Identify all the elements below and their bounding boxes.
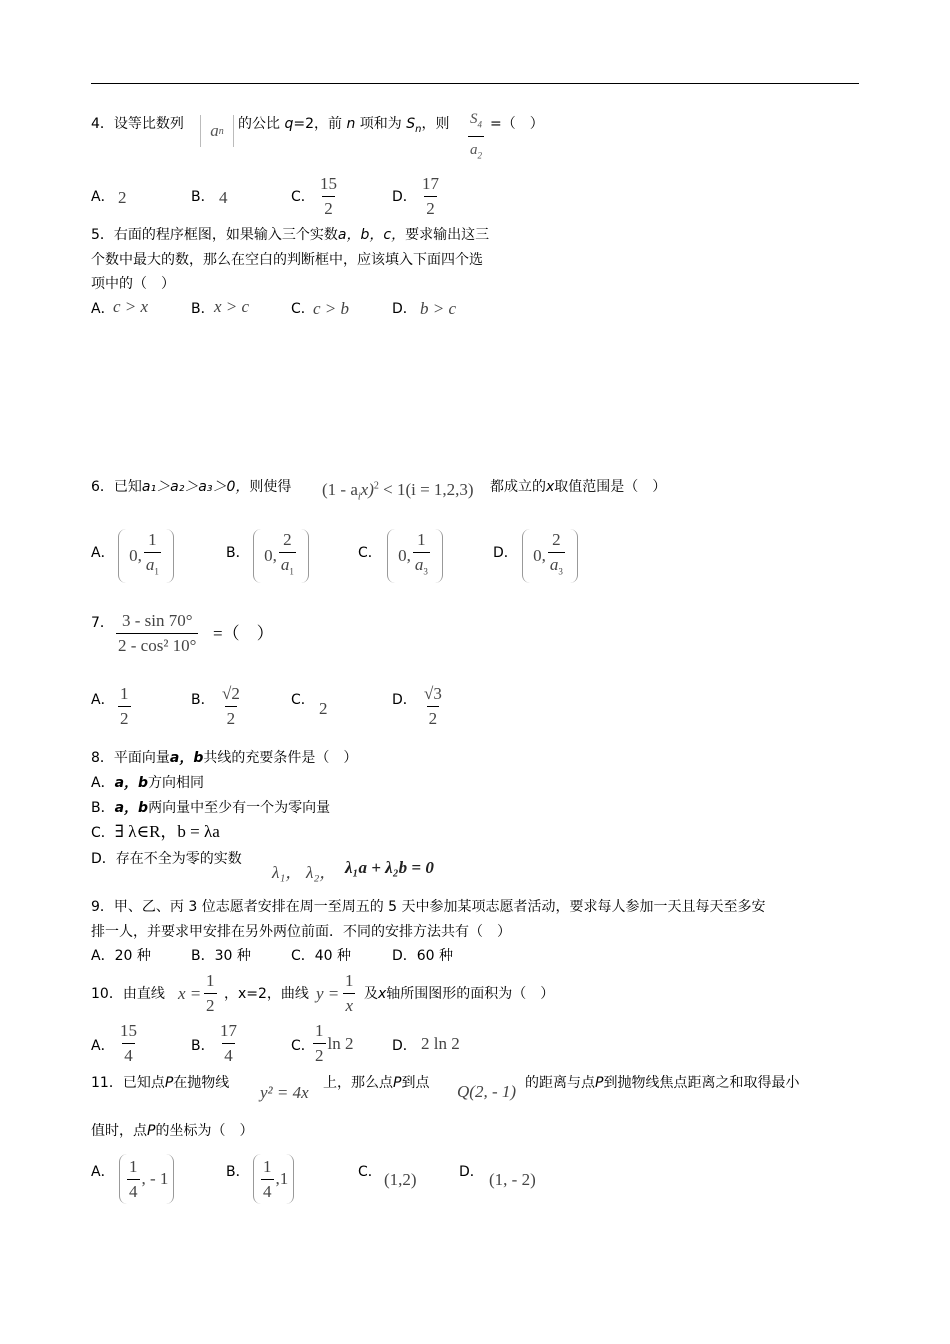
q10-stem-tail [364, 984, 554, 1004]
q8-option-a-label: A． [91, 775, 115, 791]
q10-b-den: 4 [222, 1043, 235, 1066]
q11-P3: P [595, 1075, 604, 1091]
question-7-label: 7． [91, 615, 114, 631]
q11-P4: P [147, 1123, 156, 1139]
q10-c-tail: ln 2 [327, 1033, 354, 1053]
q5-option-a-label: A． [91, 301, 115, 317]
q4-option-c-label: C． [291, 189, 315, 205]
q7-b-num: √2 [222, 684, 240, 703]
q10-option-c-expression [311, 1021, 353, 1066]
question-5-line-3: 项中的（ ） [91, 276, 175, 292]
q6-option-c-label: C． [358, 545, 382, 561]
q5-vars: a，b，c， [337, 227, 406, 243]
q8-option-c [91, 822, 220, 843]
q11-a-den: 4 [127, 1179, 140, 1202]
q8-option-b-text: 两向量中至少有一个为零向量 [148, 800, 331, 816]
q4-stem-d: 项和为 [359, 116, 402, 132]
q7-option-b-label: B． [191, 692, 215, 708]
q4-S-sub: n [415, 123, 422, 135]
q10-option-b-label: B． [191, 1038, 215, 1054]
q6-option-c-interval [387, 529, 443, 583]
q7-option-a-fraction [116, 684, 133, 729]
q5-line1-b: 要求输出这三 [405, 227, 490, 243]
q11-b-den: 4 [261, 1179, 274, 1202]
q11-option-a-point [119, 1154, 174, 1204]
q11-line2-a: 值时，点 [91, 1123, 147, 1139]
q10-c-num: 1 [315, 1021, 324, 1040]
q6-ineq-b: x) [360, 480, 374, 499]
q10-option-c-label: C． [291, 1038, 315, 1054]
q9-option-d: D．60 种 [392, 948, 454, 964]
q10-b-num: 17 [220, 1021, 237, 1040]
q4-option-c-fraction [316, 174, 341, 219]
q4-sequence-an [200, 115, 234, 147]
q8-option-c-text: ∃ λ∈R，b = λa [114, 822, 220, 841]
q8-option-d-label: D． [91, 851, 116, 867]
question-9-line-2: 排一人，并要求甲安排在另外两位前面．不同的安排方法共有（ ） [91, 924, 511, 940]
q4-stem-e: ，则 [421, 116, 450, 132]
q7-b-den: 2 [225, 706, 238, 729]
q4-stem-b: 的公比 [238, 116, 280, 132]
header-rule [91, 83, 859, 84]
q7-d-num: √3 [424, 684, 442, 703]
q6-ineq-sub: i [357, 491, 361, 503]
q11-stem-c: 上，那么点 [323, 1075, 393, 1091]
q10-stem-d: 轴所围图形的面积为（ ） [386, 986, 555, 1002]
q10-y-eq: y = [316, 984, 340, 1003]
q6-a-zero: 0, [129, 546, 142, 565]
q11-line-2 [91, 1121, 253, 1141]
q11-option-a-label: A． [91, 1164, 115, 1180]
q7-option-c-label: C． [291, 692, 315, 708]
q11-option-d-label: D． [459, 1164, 484, 1180]
q6-stem-c: 都成立的 [490, 479, 546, 495]
q4-d-den: 2 [424, 196, 437, 219]
q5-option-c-label: C． [291, 301, 315, 317]
q7-a-den: 2 [118, 706, 131, 729]
q4-option-b-value: 4 [219, 188, 228, 207]
question-10-stem-a: 10．由直线 [91, 986, 165, 1002]
q10-option-a-fraction [116, 1021, 141, 1066]
q11-b-num: 1 [263, 1156, 272, 1176]
q10-half-num: 1 [206, 971, 215, 990]
q4-frac-den: a [470, 142, 478, 159]
q4-frac-den-sub: 2 [477, 150, 482, 161]
q6-x: x [546, 479, 555, 495]
q11-stem-f: 到抛物线焦点距离之和取得最小 [603, 1075, 800, 1091]
q11-stem-tail [525, 1073, 799, 1093]
q6-d-den: a [549, 555, 559, 575]
q11-line2-b: 的坐标为（ ） [155, 1123, 254, 1139]
question-5-line-1 [91, 225, 489, 245]
q7-den: 2 - cos² 10° [116, 633, 198, 656]
q4-stem-text: 4．设等比数列 [91, 116, 184, 132]
q6-option-b-interval [253, 529, 309, 583]
q11-P2: P [393, 1075, 402, 1091]
q7-option-c-value: 2 [319, 699, 328, 718]
q11-option-c-label: C． [358, 1164, 382, 1180]
q6-a-num: 1 [148, 530, 157, 550]
q5-option-c-value: c > b [313, 299, 350, 318]
q8-option-c-label: C． [91, 825, 115, 841]
q6-c-sub: 3 [423, 566, 428, 577]
question-11-stem-a [91, 1073, 229, 1093]
question-9-line-1: 9．甲、乙、丙 3 位志愿者安排在周一至周五的 5 天中参加某项志愿者活动，要求每人参加一天且每天至多安 [91, 899, 766, 915]
question-5-line-2: 个数中最大的数，那么在空白的判断框中，应该填入下面四个选 [91, 252, 483, 268]
q10-a-num: 15 [120, 1021, 137, 1040]
q4-c-num: 15 [320, 174, 337, 193]
q6-stem-tail [490, 477, 666, 497]
q7-option-a-label: A． [91, 692, 115, 708]
q11-b-tail: ,1 [275, 1169, 289, 1188]
q6-option-a-label: A． [91, 545, 115, 561]
q10-inv-den: x [343, 993, 355, 1016]
q4-option-a-label: A． [91, 189, 115, 205]
q11-option-b-label: B． [226, 1164, 250, 1180]
q4-stem-f: =（ ） [490, 116, 544, 132]
q10-half-den: 2 [204, 993, 217, 1016]
q4-frac-num: S [470, 111, 478, 127]
q10-stem-b: ，x=2，曲线 [224, 986, 309, 1002]
q10-inv-num: 1 [345, 971, 354, 990]
q6-c-zero: 0, [398, 546, 411, 565]
q6-c-num: 1 [417, 530, 426, 550]
q4-S: S [406, 116, 416, 132]
q11-stem-mid [323, 1073, 429, 1093]
q4-fraction [466, 108, 486, 166]
q6-condition: a₁＞a₂＞a₃＞0， [141, 479, 250, 495]
q5-option-a-value: c > x [113, 297, 149, 316]
question-6-stem [91, 477, 291, 497]
q11-a-tail: , - 1 [141, 1169, 169, 1188]
q5-option-b-value: x > c [214, 297, 250, 316]
q11-stem-a: 11．已知点 [91, 1075, 165, 1091]
q6-ineq-a: (1 - a [322, 480, 358, 499]
q11-point-Q: Q(2, - 1) [457, 1082, 517, 1101]
q4-option-d-fraction [418, 174, 443, 219]
q10-inverse-fraction [341, 971, 358, 1016]
q8-option-a-ab: a，b [114, 775, 149, 791]
q6-c-den: a [414, 555, 424, 575]
q9-option-b: B．30 种 [191, 948, 251, 964]
q10-c-den: 2 [313, 1043, 326, 1066]
q4-q: q [284, 116, 294, 132]
q7-tail-text: =（ ） [213, 624, 274, 643]
q11-stem-b: 在抛物线 [173, 1075, 230, 1091]
q6-stem-a: 6．已知 [91, 479, 142, 495]
q8-linear-combination: λ₁a + λ₂b = 0 [345, 858, 434, 877]
q6-ineq-c: < 1(i = 1,2,3) [378, 480, 474, 499]
q4-an: a [210, 121, 219, 140]
q8-option-b-ab: a，b [114, 800, 149, 816]
q10-stem-c: 及 [364, 986, 378, 1002]
q8-ab: a，b [169, 750, 204, 766]
q9-option-c: C．40 种 [291, 948, 352, 964]
q7-option-b-fraction [218, 684, 244, 729]
q11-option-d-value: (1, - 2) [489, 1170, 536, 1189]
q8-option-a-text: 方向相同 [148, 775, 205, 791]
q11-option-c-value: (1,2) [384, 1170, 417, 1189]
q4-stem-c: =2，前 [293, 116, 342, 132]
q5-line1-a: 5．右面的程序框图，如果输入三个实数 [91, 227, 338, 243]
q9-option-a: A．20 种 [91, 948, 151, 964]
q7-option-d-label: D． [392, 692, 417, 708]
q10-option-d-value: 2 ln 2 [421, 1034, 460, 1053]
q6-ineq-sup: 2 [373, 480, 379, 492]
q4-frac-num-sub: 4 [477, 119, 482, 130]
q6-d-sub: 3 [558, 566, 563, 577]
q6-stem-b: 则使得 [249, 479, 292, 495]
q5-option-d-value: b > c [420, 299, 457, 318]
q10-option-b-fraction [216, 1021, 241, 1066]
q6-option-b-label: B． [226, 545, 250, 561]
q6-option-d-interval [522, 529, 578, 583]
q11-a-num: 1 [129, 1156, 138, 1176]
q6-option-d-label: D． [493, 545, 518, 561]
q6-a-sub: 1 [154, 566, 159, 577]
q4-d-num: 17 [422, 174, 439, 193]
question-8-stem [91, 748, 357, 768]
q7-option-d-fraction [420, 684, 446, 729]
q6-b-num: 2 [283, 530, 292, 550]
q10-stem-x: x [378, 986, 387, 1002]
q10-a-den: 4 [122, 1043, 135, 1066]
q6-d-zero: 0, [533, 546, 546, 565]
q4-option-b-label: B． [191, 189, 215, 205]
q10-half-fraction [202, 971, 219, 1016]
q4-option-a-value: 2 [118, 188, 127, 207]
q7-a-num: 1 [120, 684, 129, 703]
q8-stem-b: 共线的充要条件是（ ） [203, 750, 358, 766]
q4-n: n [346, 116, 356, 132]
q7-fraction [116, 611, 198, 656]
q11-stem-e: 的距离与点 [525, 1075, 595, 1091]
q10-option-a-label: A． [91, 1038, 115, 1054]
q11-option-b-point [253, 1154, 294, 1204]
q8-option-b [91, 798, 330, 818]
q11-parabola: y² = 4x [260, 1083, 309, 1102]
q6-inequality [322, 480, 474, 502]
question-4-stem [91, 114, 184, 134]
q7-tail [213, 624, 274, 645]
q8-option-d [91, 849, 242, 869]
q6-a-den: a [145, 555, 155, 575]
q4-an-sub: n [218, 125, 224, 137]
q4-option-d-label: D． [392, 189, 417, 205]
q8-option-b-label: B． [91, 800, 115, 816]
q11-P1: P [164, 1075, 174, 1091]
q6-b-den: a [280, 555, 290, 575]
q10-x-eq: x = [178, 984, 202, 1003]
q8-option-d-text: 存在不全为零的实数 [115, 851, 242, 867]
q8-lambda2: λ₂， [306, 863, 337, 882]
q10-option-d-label: D． [392, 1038, 417, 1054]
q7-d-den: 2 [427, 706, 440, 729]
q11-stem-d: 到点 [401, 1075, 430, 1091]
q6-d-num: 2 [552, 530, 561, 550]
q6-b-zero: 0, [264, 546, 277, 565]
q4-stem-tail [490, 114, 544, 134]
q6-b-sub: 1 [289, 566, 294, 577]
q6-option-a-interval [118, 529, 174, 583]
q5-option-d-label: D． [392, 301, 417, 317]
q8-lambda1: λ₁， [272, 863, 303, 882]
q6-stem-d: 取值范围是（ ） [554, 479, 667, 495]
q7-num: 3 - sin 70° [121, 611, 193, 630]
q8-stem-a: 8．平面向量 [91, 750, 170, 766]
q5-option-b-label: B． [191, 301, 215, 317]
q8-option-a [91, 773, 204, 793]
q4-stem-rest [238, 114, 449, 140]
q4-c-den: 2 [322, 196, 335, 219]
